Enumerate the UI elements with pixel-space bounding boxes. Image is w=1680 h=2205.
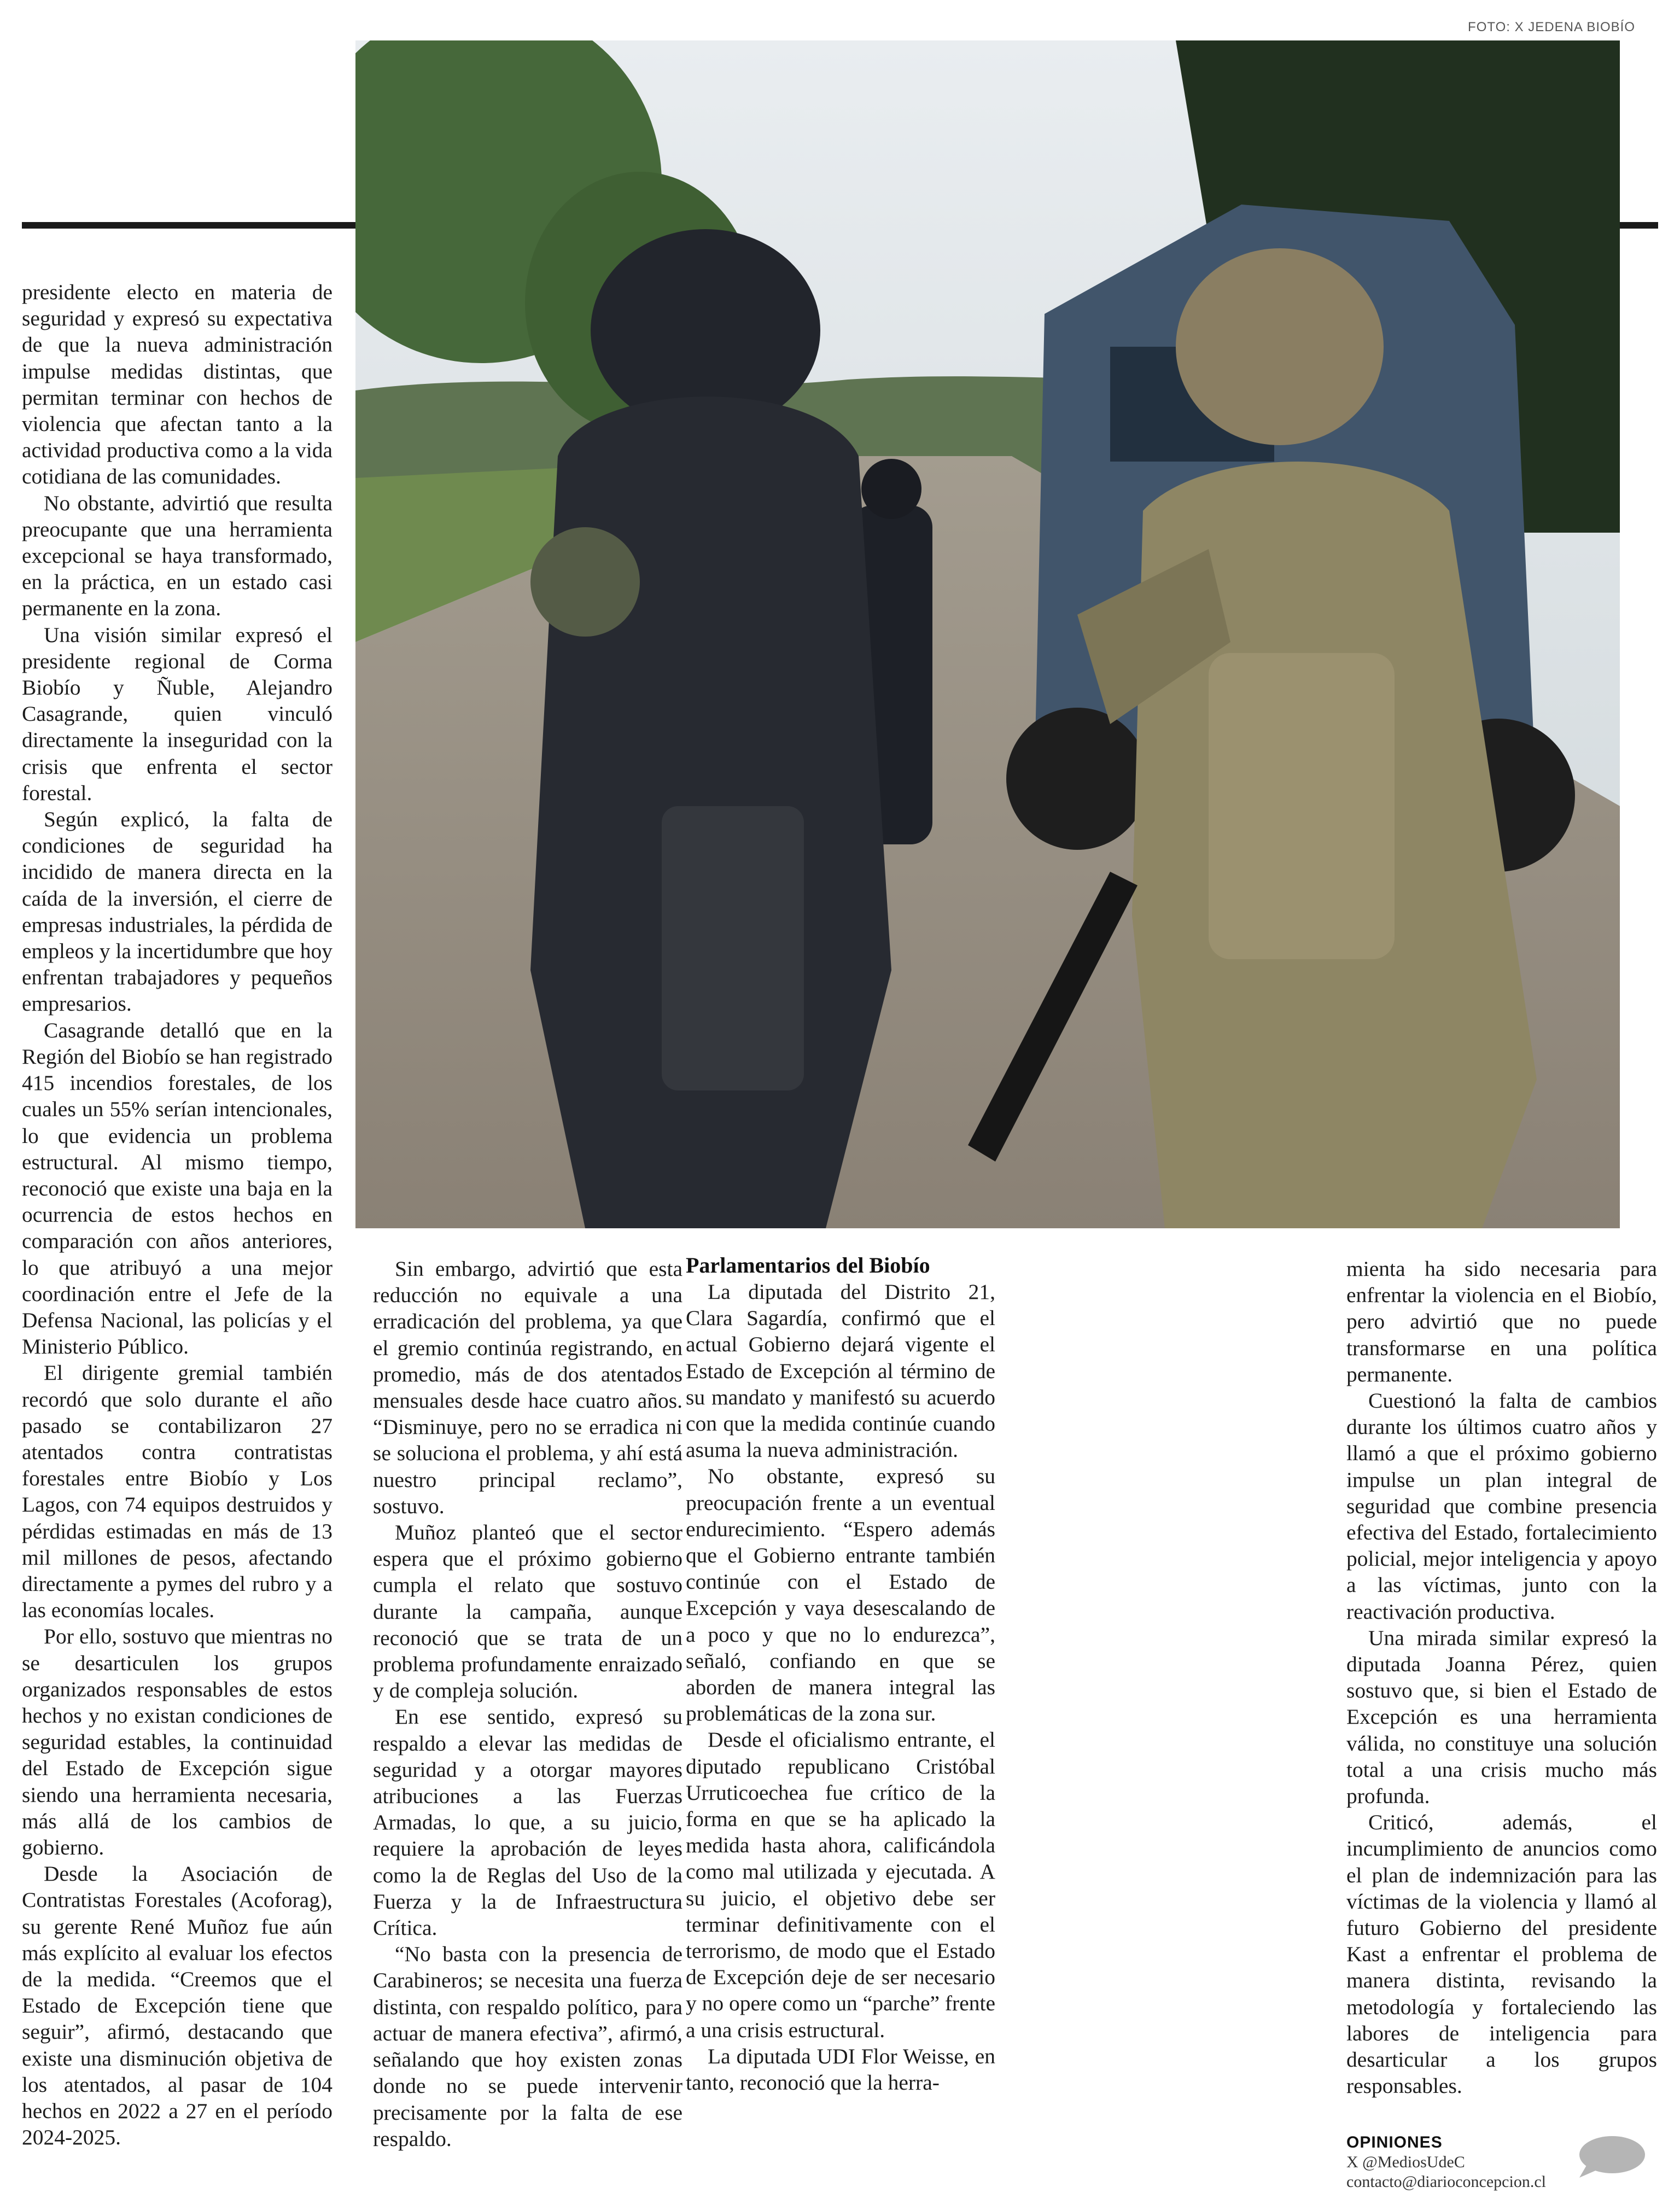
paragraph: No obstante, advirtió que resulta preocupante que una herramienta excepcional se haya transformado, en la práctica, en un estado casi permanente en la zona. bbox=[22, 491, 332, 621]
paragraph: Criticó, además, el incumplimiento de anuncios como el plan de indemnización para las víctimas de la violencia y llamó al futuro Gobierno del presidente Kast a enfrentar el problema de manera distinta, revisando la metodología y fortaleciendo las labores de inteligencia para desarticular a los grupos responsables. bbox=[1346, 1810, 1657, 2098]
section-rule-right bbox=[1620, 222, 1658, 229]
paragraph: “No basta con la presencia de Carabineros; se necesita una fuerza distinta, con respaldo político, para actuar de manera efectiva”, afirmó, señalando que hoy existen zonas donde no se puede intervenir precisamente por la falta de ese respaldo. bbox=[373, 1942, 682, 2151]
paragraph: Desde el oficialismo entrante, el diputado republicano Cristóbal Urruticoechea fue crítico de la forma en que se ha aplicado la medida hasta ahora, calificándola como mal utilizada y ejecutada. A su juicio, el objetivo debe ser terminar definitivamente con el terrorismo, de modo que el Estado de Excepción deje de ser necesario y no opere como un “parche” frente a una crisis estructural. bbox=[686, 1728, 995, 2042]
paragraph: Por ello, sostuvo que mientras no se desarticulen los grupos organizados responsables de estos hechos y no existan condiciones de seguridad estables, la continuidad del Estado de Excepción sigue siendo una herramienta necesaria, más allá de los cambios de gobierno. bbox=[22, 1624, 332, 1859]
paragraph: Casagrande detalló que en la Región del Biobío se han registrado 415 incendios forestales, de los cuales un 55% serían intencionales, lo que evidencia un problema estructural. Al mismo tiempo, reconoció que existe una baja en la ocurrencia de estos hechos en comparación con años anteriores, lo que atribuyó a una mejor coordinación entre el Jefe de la Defensa Nacional, las policías y el Ministerio Público. bbox=[22, 1018, 332, 1359]
speech-bubble-icon bbox=[1575, 2134, 1646, 2180]
paragraph: Desde la Asociación de Contratistas Forestales (Acoforag), su gerente René Muñoz fue aún más explícito al evaluar los efectos de la medida. “Creemos que el Estado de Excepción tiene que seguir”, afirmó, destacando que existe una disminución objetiva de los atentados, al pasar de 104 hechos en 2022 a 27 en el período 2024-2025. bbox=[22, 1862, 332, 2150]
paragraph: Según explicó, la falta de condiciones de seguridad ha incidido de manera directa en la caída de la inversión, el cierre de empresas industriales, la pérdida de empleos y la incertidumbre que hoy enfrentan trabajadores y pequeños empresarios. bbox=[22, 807, 332, 1016]
section-subheading: Parlamentarios del Biobío bbox=[686, 1253, 930, 1278]
paragraph: Muñoz planteó que el sector espera que el próximo gobierno cumpla el relato que sostuvo durante la campaña, aunque reconoció que se trata de un problema profundamente enraizado y de compleja solución. bbox=[373, 1520, 682, 1703]
paragraph: Una visión similar expresó el presidente regional de Corma Biobío y Ñuble, Alejandro Casagrande, quien vinculó directamente la inseguridad con la crisis que enfrenta el sector forestal. bbox=[22, 622, 332, 805]
paragraph: En ese sentido, expresó su respaldo a elevar las medidas de seguridad y a otorgar mayores atribuciones a las Fuerzas Armadas, lo que, a su juicio, requiere la aprobación de leyes como la de Reglas del Uso de la Fuerza y la de Infraestructura Crítica. bbox=[373, 1705, 682, 1940]
paragraph: El dirigente gremial también recordó que solo durante el año pasado se contabilizaron 27 atentados contra contratistas forestales entre Biobío y Los Lagos, con 74 equipos destruidos y pérdidas estimadas en más de 13 mil millones de pesos, afectando directamente a pymes del rubro y a las economías locales. bbox=[22, 1361, 332, 1623]
news-photo bbox=[355, 40, 1620, 1228]
opiniones-heading: OPINIONES bbox=[1346, 2133, 1443, 2151]
social-handle[interactable]: X @MediosUdeC bbox=[1346, 2153, 1465, 2171]
soldiers-photo-illustration bbox=[355, 40, 1620, 1228]
paragraph: No obstante, expresó su preocupación frente a un eventual endurecimiento. “Espero además que el Gobierno entrante también continúe con el Estado de Excepción y vaya desescalando de a poco y que no lo endurezca”, señaló, confiando en que se aborden de manera integral las problemáticas de la zona sur. bbox=[686, 1464, 995, 1726]
paragraph: Cuestionó la falta de cambios durante los últimos cuatro años y llamó a que el próximo gobierno impulse un plan integral de seguridad que combine presencia efectiva del Estado, fortalecimiento policial, mejor inteligencia y apoyo a las víctimas, junto con la reactivación productiva. bbox=[1346, 1389, 1657, 1624]
section-rule-left bbox=[22, 222, 355, 229]
article-column-3 bbox=[686, 1252, 995, 2096]
paragraph: Una mirada similar expresó la diputada Joanna Pérez, quien sostuvo que, si bien el Estado de Excepción es una herramienta válida, no constituye una solución total a una crisis mucho más profunda. bbox=[1346, 1625, 1657, 1809]
paragraph: Sin embargo, advirtió que esta reducción no equivale a una erradicación del problema, ya que el gremio continúa registrando, en promedio, más de dos atentados mensuales desde hace cuatro años. “Disminuye, pero no se erradica ni se soluciona el problema, y ahí está nuestro principal reclamo”, sostuvo. bbox=[373, 1257, 682, 1518]
paragraph: La diputada UDI Flor Weisse, en tanto, reconoció que la herra- bbox=[686, 2044, 995, 2095]
contact-email[interactable]: contacto@diarioconcepcion.cl bbox=[1346, 2173, 1546, 2191]
photo-credit: FOTO: X JEDENA BIOBÍO bbox=[1468, 20, 1635, 34]
article-column-4 bbox=[1346, 1256, 1657, 2099]
article-column-1 bbox=[22, 279, 332, 2150]
paragraph: La diputada del Distrito 21, Clara Sagardía, confirmó que el actual Gobierno dejará vigente el Estado de Excepción al término de su mandato y manifestó su acuerdo con que la medida continúe cuando asuma la nueva administración. bbox=[686, 1280, 995, 1462]
paragraph: mienta ha sido necesaria para enfrentar la violencia en el Biobío, pero advirtió que no puede transformarse en una política permanente. bbox=[1346, 1257, 1657, 1386]
paragraph: presidente electo en materia de seguridad y expresó su expectativa de que la nueva administración impulse medidas distintas, que permitan terminar con hechos de violencia que afectan tanto a la actividad productiva como a la vida cotidiana de las comunidades. bbox=[22, 280, 332, 489]
article-column-2 bbox=[373, 1256, 682, 2152]
